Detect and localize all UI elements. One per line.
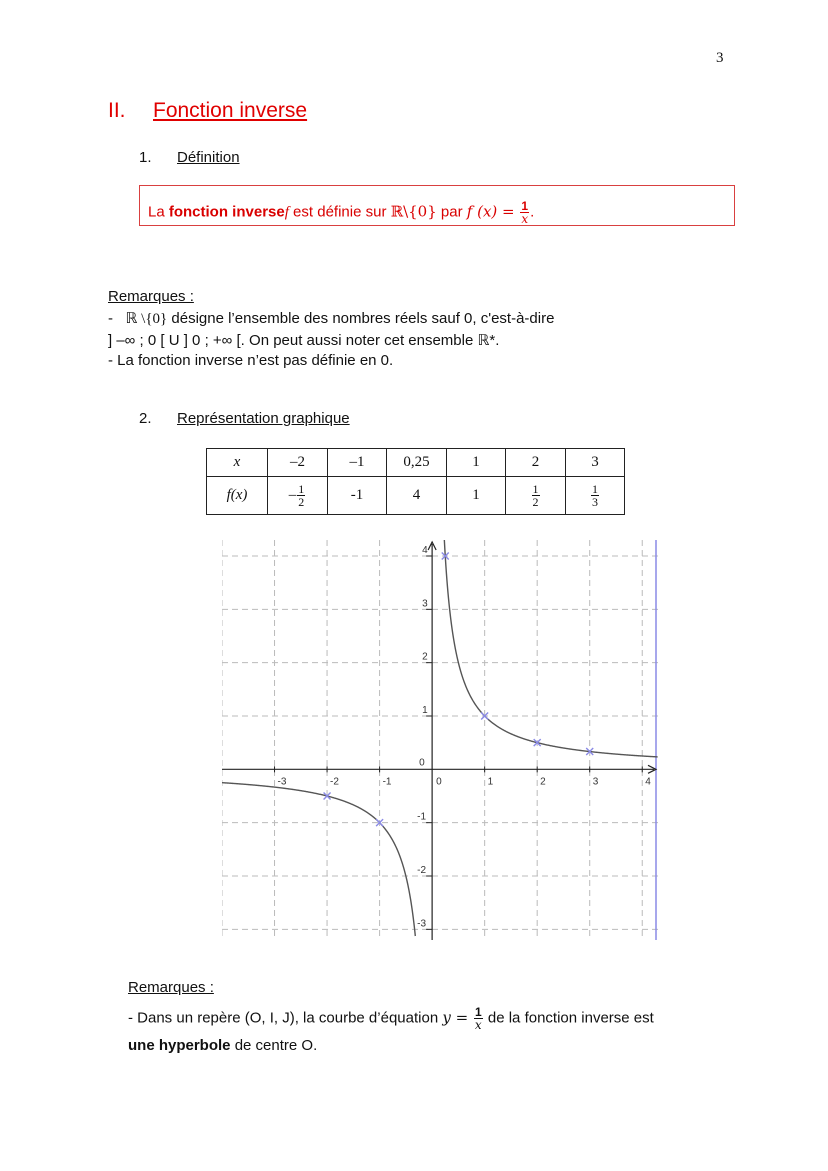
hyperbole-term: une hyperbole (128, 1037, 231, 1054)
subsection-title: Définition (177, 149, 240, 166)
definition-text: La fonction inversef est définie sur ℝ\{0} par f (x) = $\frac{1}{x}$ . (148, 199, 535, 226)
equation-fraction: $\frac{1}{x}$ (474, 1005, 482, 1032)
table-cell: – $\frac{1}{2}$ (268, 477, 328, 515)
x-tick-label: -1 (382, 776, 392, 788)
definition-term: fonction inverse (168, 203, 285, 221)
table-cell: 1 (447, 449, 506, 477)
y-tick-label: 4 (422, 545, 428, 556)
subsection-number: 2. (139, 410, 152, 427)
y-tick-label: -2 (417, 865, 427, 876)
table-row-fx (207, 477, 625, 515)
y-tick-label: -3 (417, 918, 427, 930)
x-tick-label: 3 (592, 776, 599, 788)
curve-branch-negative (222, 783, 415, 936)
y-tick-label: -1 (417, 811, 427, 823)
inverse-function-graph (222, 540, 658, 940)
markers (324, 553, 594, 827)
remarks-title-2: Remarques : (128, 979, 214, 996)
tick-labels (275, 545, 652, 929)
curve (222, 540, 658, 936)
subsection-title: Représentation graphique (177, 410, 350, 427)
remark-line-1: - ℝ \{0} désigne l’ensemble des nombres réels sauf 0, c'est-à-dire (108, 310, 555, 327)
definition-fraction: $\frac{1}{x}$ (521, 199, 529, 226)
value-table (206, 448, 625, 515)
table-cell: $\frac{1}{2}$ (506, 477, 566, 515)
y-tick-label: 3 (422, 598, 428, 610)
y-tick-label: 0 (419, 757, 425, 769)
table-cell: $\frac{1}{3}$ (566, 477, 625, 515)
x-tick-label: 0 (436, 776, 442, 788)
table-cell: –2 (268, 449, 328, 477)
subsection-heading-2 (139, 410, 350, 427)
table-cell: 2 (506, 449, 566, 477)
remarks-title-1: Remarques : (108, 288, 194, 305)
table-cell: –1 (328, 449, 387, 477)
y-tick-label: 2 (422, 651, 428, 663)
table-row-x (207, 449, 625, 477)
x-tick-label: 1 (487, 776, 494, 788)
table-cell: 4 (387, 477, 447, 515)
grid (222, 540, 658, 940)
table-cell: 1 (447, 477, 506, 515)
x-tick-label: -3 (277, 776, 287, 788)
section-number: II. (108, 99, 126, 122)
x-tick-label: 2 (540, 776, 546, 788)
y-tick-label: 1 (422, 705, 428, 716)
subsection-number: 1. (139, 149, 152, 166)
table-header-fx: f(x) (207, 477, 268, 515)
remark2-line-1: - Dans un repère (O, I, J), la courbe d’équation y = $\frac{1}{x}$ de la fonction inverse est (128, 1005, 654, 1032)
remark2-line-2: une hyperbole de centre O. (128, 1037, 318, 1054)
x-tick-label: 4 (645, 776, 651, 788)
subsection-heading-1 (139, 149, 240, 166)
remark-line-3: - La fonction inverse n’est pas définie en 0. (108, 352, 394, 369)
page-number: 3 (716, 50, 724, 66)
table-cell: -1 (328, 477, 387, 515)
table-cell: 3 (566, 449, 625, 477)
x-tick-label: -2 (330, 776, 339, 788)
table-cell: 0,25 (387, 449, 447, 477)
remark-line-2: ] –∞ ; 0 [ U ] 0 ; +∞ [. On peut aussi noter cet ensemble ℝ*. (108, 332, 500, 349)
section-title: Fonction inverse (153, 99, 308, 122)
table-header-x: x (207, 449, 268, 477)
section-heading (108, 99, 307, 123)
curve-branch-positive (444, 540, 657, 757)
axes (222, 542, 656, 940)
